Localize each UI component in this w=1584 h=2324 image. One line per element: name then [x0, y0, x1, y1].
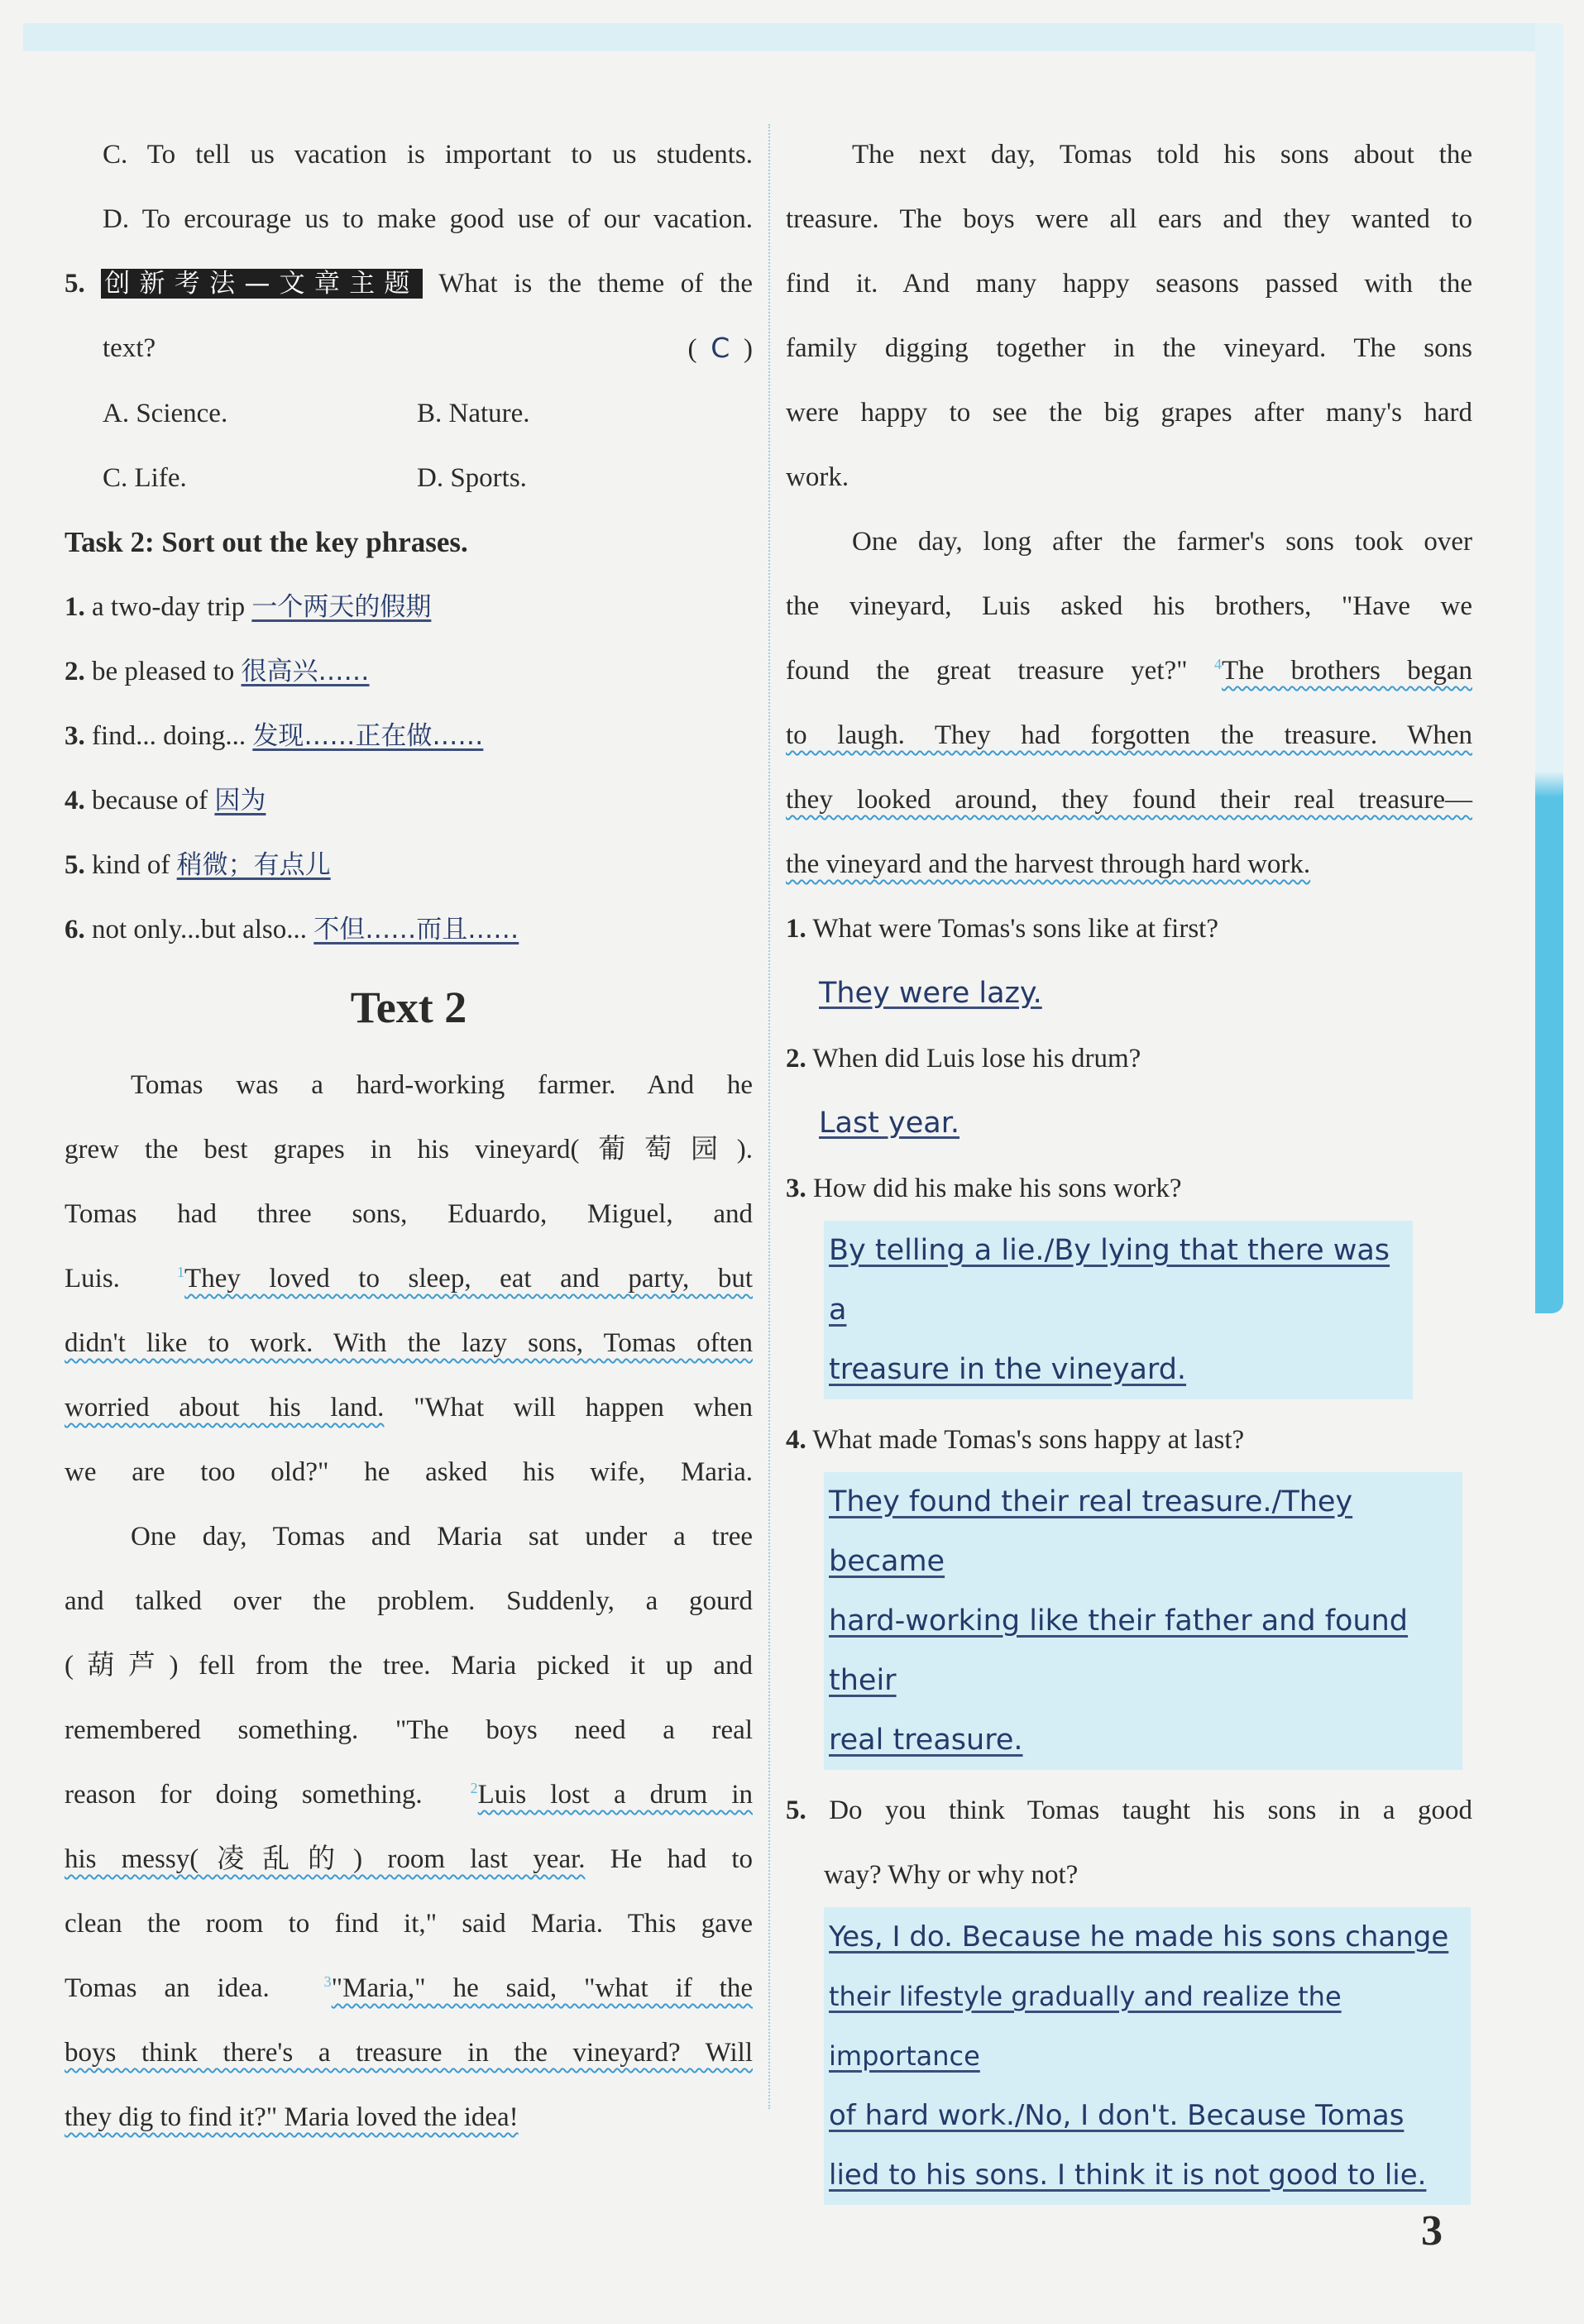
phrase-en: not only...but also...	[92, 915, 308, 944]
sentence-marker: 1	[177, 1264, 185, 1280]
question-text: What were Tomas's sons like at first?	[812, 914, 1218, 944]
sentence-marker: 4	[1214, 656, 1222, 672]
answer-line: of hard work./No, I don't. Because Tomas	[829, 2099, 1405, 2132]
phrase-zh: 一个两天的假期	[251, 592, 432, 622]
answer-line: Yes, I do. Because he made his sons change	[829, 1920, 1449, 1953]
q5-options-row1	[65, 381, 753, 446]
answer-5-box	[824, 1907, 1471, 2205]
para-line: treasure. The boys were all ears and they wanted to	[786, 204, 1472, 234]
key-sentence: the vineyard and the harvest through hard work.	[786, 849, 1311, 879]
key-sentence: Luis lost a drum in	[477, 1780, 753, 1810]
answer-line: their lifestyle gradually and realize the importance	[829, 1981, 1342, 2072]
text2-heading: Text 2	[350, 983, 467, 1032]
phrase-zh: 不但……而且……	[313, 915, 519, 944]
para-line: the vineyard, Luis asked his brothers, "Have we	[786, 591, 1472, 621]
answer-line: lied to his sons. I think it is not good to lie.	[829, 2159, 1427, 2192]
para-line: remembered something. "The boys need a real	[65, 1715, 753, 1745]
q4-option-d: D. To ercourage us to make good use of our vacation.	[103, 204, 753, 234]
para-line	[65, 2085, 753, 2149]
key-sentence: "Maria," he said, "what if the	[331, 1973, 754, 2003]
para-line: find it. And many happy seasons passed with the	[786, 269, 1472, 299]
answer-3-box	[824, 1221, 1413, 1399]
q5-text2: text?	[103, 333, 156, 363]
key-sentence: they looked around, they found their real treasure—	[786, 785, 1472, 815]
para-line	[786, 832, 1472, 897]
paren-open: (	[687, 334, 697, 364]
para-line: One day, Tomas and Maria sat under a tree	[131, 1522, 753, 1552]
para-line: and talked over the problem. Suddenly, a gourd	[65, 1586, 753, 1616]
key-sentence: worried about his land.	[65, 1393, 385, 1423]
text-span: Tomas an idea.	[65, 1973, 270, 2003]
key-sentence: boys think there's a treasure in the vineyard? Will	[65, 2038, 753, 2068]
right-edge-tab	[1535, 23, 1563, 1313]
para-line: Tomas had three sons, Eduardo, Miguel, and	[65, 1199, 753, 1229]
answer-line: By telling a lie./By lying that there was a	[829, 1234, 1390, 1327]
key-sentence: to laugh. They had forgotten the treasure. When	[786, 720, 1472, 750]
q5-line2	[65, 316, 753, 381]
para-line: (葫芦) fell from the tree. Maria picked it up and	[65, 1651, 753, 1681]
text-span: Luis.	[65, 1264, 120, 1294]
question-text: What made Tomas's sons happy at last?	[812, 1425, 1245, 1455]
para-line	[786, 638, 1472, 703]
question-text: How did his make his sons work?	[813, 1174, 1182, 1203]
question-number: 4.	[786, 1425, 806, 1455]
right-column	[786, 122, 1472, 2205]
answer-line: treasure in the vineyard.	[829, 1353, 1187, 1386]
phrase-number: 3.	[65, 721, 85, 751]
text-span: found the great treasure yet?"	[786, 656, 1188, 686]
para-line: The next day, Tomas told his sons about the	[852, 140, 1472, 170]
question-text: When did Luis lose his drum?	[812, 1044, 1141, 1074]
phrase-zh: 发现……正在做……	[252, 721, 484, 751]
question-number: 1.	[786, 914, 806, 944]
key-sentence: his messy(凌乱的) room last year.	[65, 1844, 586, 1874]
key-sentence: didn't like to work. With the lazy sons, Tomas often	[65, 1328, 753, 1358]
para-line: clean the room to find it," said Maria. This gave	[65, 1909, 753, 1939]
text-span: He had to	[610, 1844, 754, 1874]
sentence-marker: 3	[323, 1973, 332, 1990]
answer-line: hard-working like their father and found their	[829, 1604, 1409, 1697]
key-sentence: The brothers began	[1222, 656, 1472, 686]
para-line: Tomas was a hard-working farmer. And he	[131, 1070, 753, 1100]
phrase-item	[65, 639, 753, 704]
text-span: "What will happen when	[414, 1393, 754, 1423]
task2-title: Task 2: Sort out the key phrases.	[65, 526, 468, 558]
column-divider	[768, 124, 770, 2109]
para-line: were happy to see the big grapes after many's hard	[786, 398, 1472, 428]
phrase-number: 5.	[65, 850, 85, 880]
phrase-item	[65, 575, 753, 639]
para-line: family digging together in the vineyard. The sons	[786, 333, 1472, 363]
q5-text1: What is the theme of the	[438, 269, 754, 299]
phrase-number: 4.	[65, 786, 85, 815]
phrase-number: 2.	[65, 657, 85, 686]
sentence-marker: 2	[470, 1780, 478, 1796]
phrase-item	[65, 833, 753, 897]
question-text: Do you think Tomas taught his sons in a good	[829, 1796, 1473, 1825]
phrase-zh: 很高兴……	[241, 657, 370, 686]
answer-line: They found their real treasure./They became	[829, 1485, 1353, 1578]
q5-option-c: C. Life.	[103, 463, 187, 493]
answer-1	[786, 961, 1472, 1026]
page-number: 3	[1421, 2207, 1443, 2255]
answer-text: They were lazy.	[819, 977, 1042, 1010]
key-sentence: they dig to find it?" Maria loved the idea!	[65, 2102, 519, 2132]
phrase-item	[65, 768, 753, 833]
question-number: 5.	[786, 1796, 806, 1825]
top-decor-bar	[23, 23, 1563, 51]
answer-text: Last year.	[819, 1107, 960, 1140]
question-5-line2: way? Why or why not?	[824, 1860, 1079, 1890]
phrase-en: find... doing...	[92, 721, 246, 751]
key-sentence: They loved to sleep, eat and party, but	[184, 1264, 753, 1294]
q5-option-b: B. Nature.	[417, 399, 530, 428]
phrase-en: kind of	[92, 850, 170, 880]
para-line: work.	[786, 462, 849, 492]
phrase-en: be pleased to	[92, 657, 235, 686]
q5-option-d: D. Sports.	[417, 463, 527, 493]
text-span: reason for doing something.	[65, 1780, 423, 1810]
question-number: 3.	[786, 1174, 806, 1203]
q5-number: 5.	[65, 269, 85, 299]
paren-close: )	[744, 334, 753, 364]
q5-answer-bracket	[688, 316, 754, 381]
left-column	[65, 122, 753, 2149]
phrase-en: a two-day trip	[92, 592, 246, 622]
answer-2	[786, 1091, 1472, 1156]
question-number: 2.	[786, 1044, 806, 1074]
question-4	[786, 1408, 1472, 1472]
q5-option-a: A. Science.	[103, 399, 228, 428]
question-3	[786, 1156, 1472, 1221]
para-line	[65, 1762, 753, 1827]
q5-answer: C	[711, 332, 730, 364]
phrase-number: 1.	[65, 592, 85, 622]
q5-tag: 创新考法—文章主题	[101, 269, 422, 299]
phrase-number: 6.	[65, 915, 85, 944]
para-line: grew the best grapes in his vineyard(葡萄园).	[65, 1135, 753, 1164]
q4-option-c: C. To tell us vacation is important to us students.	[103, 140, 753, 170]
question-1	[786, 897, 1472, 961]
para-line: we are too old?" he asked his wife, Maria.	[65, 1457, 753, 1487]
phrase-en: because of	[92, 786, 208, 815]
question-2	[786, 1026, 1472, 1091]
para-line	[65, 1827, 753, 1891]
para-line: One day, long after the farmer's sons took over	[852, 527, 1472, 557]
para-line	[65, 1956, 753, 2020]
q5-options-row2	[65, 446, 753, 510]
phrase-item	[65, 704, 753, 768]
answer-line: real treasure.	[829, 1724, 1023, 1757]
phrase-zh: 因为	[214, 786, 266, 815]
question-5	[786, 1778, 1472, 1843]
phrase-zh: 稍微；有点儿	[176, 850, 331, 880]
q5-line1	[65, 251, 753, 316]
para-line	[65, 1375, 753, 1440]
para-line	[65, 1246, 753, 1311]
phrase-item	[65, 897, 753, 962]
answer-4-box	[824, 1472, 1462, 1770]
